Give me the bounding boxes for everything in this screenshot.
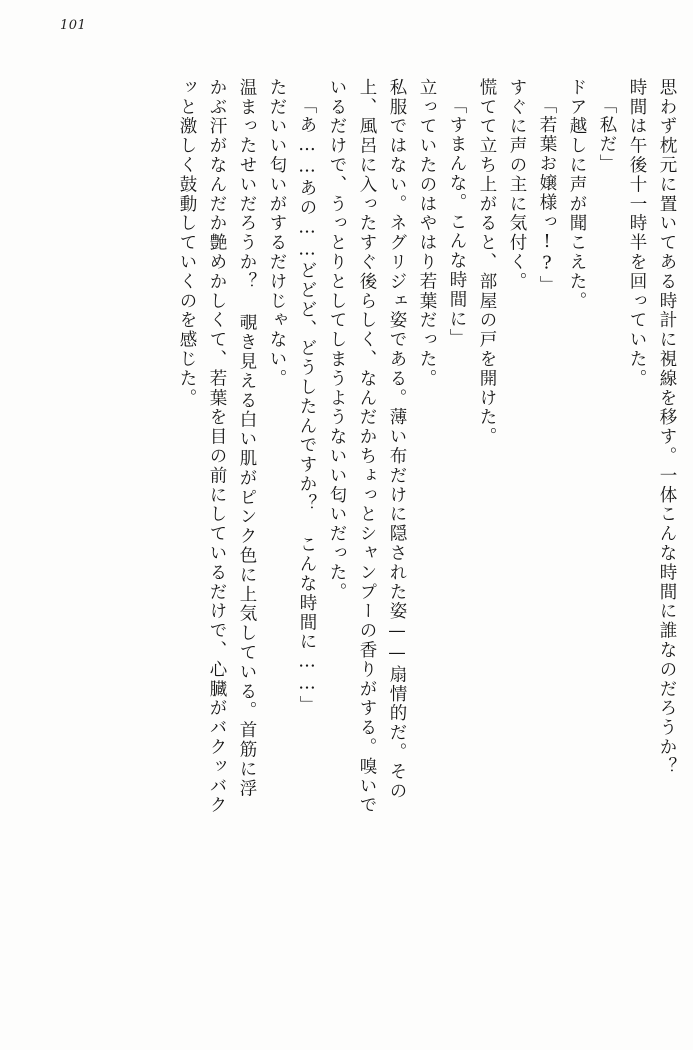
text-line: ッと激しく鼓動していくのを感じた。 xyxy=(177,78,197,408)
text-line: 私服ではない。ネグリジェ姿である。薄い布だけに隠された姿——扇情的だ。その xyxy=(387,78,407,801)
text-line: 「あ……あの……どどど、どうしたんですか？ こんな時間に……」 xyxy=(297,96,317,715)
text-line: かぶ汗がなんだか艶めかしくて、若葉を目の前にしているだけで、心臓がバクッバク xyxy=(207,78,227,816)
text-line: 「若葉お嬢様っ!?」 xyxy=(537,96,557,295)
text-line: 温まったせいだろうか？ 覗き見える白い肌がピンク色に上気している。首筋に浮 xyxy=(237,78,257,799)
text-line: 立っていたのはやはり若葉だった。 xyxy=(417,78,437,389)
text-line: ただいい匂いがするだけじゃない。 xyxy=(267,78,287,389)
text-line: 上、風呂に入ったすぐ後らしく、なんだかちょっとシャンプーの香りがする。嗅いで xyxy=(357,78,377,816)
text-line: いるだけで、うっとりとしてしまうようないい匂いだった。 xyxy=(327,78,347,602)
text-line: 思わず枕元に置いてある時計に視線を移す。一体こんな時間に誰なのだろうか？ xyxy=(657,78,677,777)
text-line: 時間は午後十一時半を回っていた。 xyxy=(627,78,647,389)
text-line: 「私だ」 xyxy=(597,96,617,174)
text-line: 慌てて立ち上がると、部屋の戸を開けた。 xyxy=(477,78,497,447)
text-line: ドア越しに声が聞こえた。 xyxy=(567,78,587,311)
text-line: すぐに声の主に気付く。 xyxy=(507,78,527,292)
vertical-text-body xyxy=(18,78,675,1018)
text-line: 「すまんな。こんな時間に」 xyxy=(447,96,467,349)
page-number: 101 xyxy=(60,18,87,33)
